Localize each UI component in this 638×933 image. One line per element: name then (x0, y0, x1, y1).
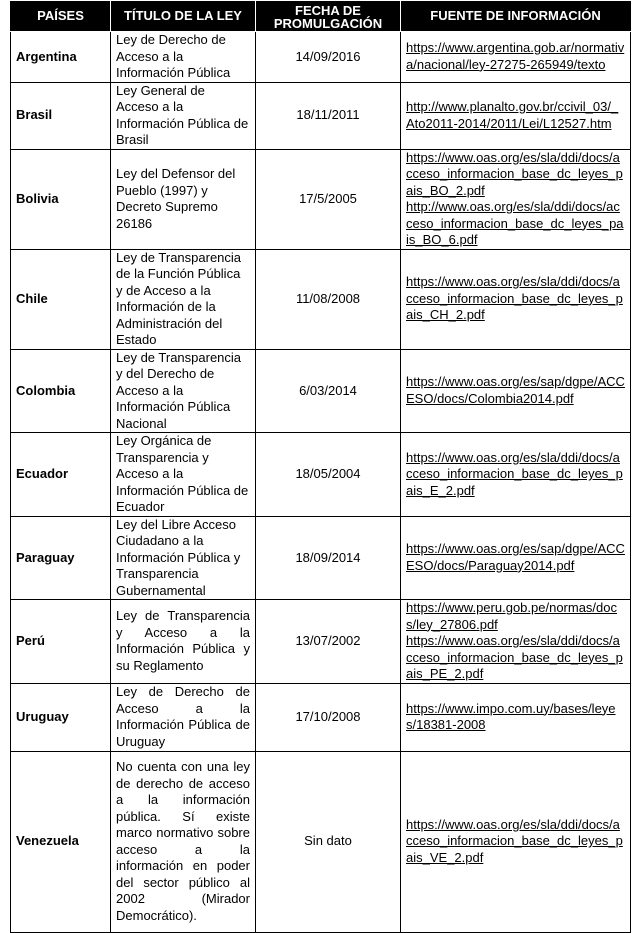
law-title-cell: Ley de Transparencia y del Derecho de Acceso a la Información Pública Nacional (111, 349, 256, 433)
country-cell: Bolivia (11, 149, 111, 249)
country-cell: Uruguay (11, 683, 111, 751)
date-cell: Sin dato (256, 751, 401, 932)
source-link[interactable]: https://www.argentina.gob.ar/normativa/nacional/ley-27275-265949/texto (406, 40, 625, 72)
source-link[interactable]: https://www.oas.org/es/sla/ddi/docs/acceso_informacion_base_dc_leyes_pais_BO_2.pdf (406, 149, 623, 198)
source-cell (401, 249, 631, 349)
country-cell: Argentina (11, 32, 111, 83)
source-link[interactable]: https://www.oas.org/es/sap/dgpe/ACCESO/docs/Paraguay2014.pdf (406, 541, 625, 573)
source-link[interactable]: https://www.oas.org/es/sap/dgpe/ACCESO/docs/Colombia2014.pdf (406, 374, 625, 406)
col-header-fecha-line1: FECHA DE (295, 2, 361, 18)
country-cell: Perú (11, 600, 111, 684)
table-row (11, 349, 631, 433)
source-link[interactable]: https://www.oas.org/es/sla/ddi/docs/acceso_informacion_base_dc_leyes_pais_CH_2.pdf (406, 274, 623, 323)
col-header-titulo: TÍTULO DE LA LEY (111, 2, 256, 32)
country-cell: Chile (11, 249, 111, 349)
law-title-cell: No cuenta con una ley de derecho de acceso a la información pública. Sí existe marco normativo sobre acceso a la información en poder del sector público al 2002 (Mirador Democrático). (111, 751, 256, 932)
source-link[interactable]: https://www.oas.org/es/sla/ddi/docs/acceso_informacion_base_dc_leyes_pais_VE_2.pdf (406, 816, 623, 865)
source-cell (401, 149, 631, 249)
country-cell: Paraguay (11, 516, 111, 600)
date-cell: 17/10/2008 (256, 683, 401, 751)
law-title-cell: Ley General de Acceso a la Información Pública de Brasil (111, 82, 256, 149)
date-cell: 18/11/2011 (256, 82, 401, 149)
law-title-cell: Ley de Derecho de Acceso a la Información Pública (111, 32, 256, 83)
source-cell (401, 600, 631, 684)
col-header-paises: PAÍSES (11, 2, 111, 32)
source-link[interactable]: https://www.oas.org/es/sla/ddi/docs/acceso_informacion_base_dc_leyes_pais_PE_2.pdf (406, 633, 623, 681)
source-cell (401, 349, 631, 433)
source-cell (401, 751, 631, 932)
col-header-fuente: FUENTE DE INFORMACIÓN (401, 2, 631, 32)
law-title-cell: Ley del Defensor del Pueblo (1997) y Decreto Supremo 26186 (111, 149, 256, 249)
laws-table (10, 1, 631, 933)
date-cell: 18/05/2004 (256, 433, 401, 517)
table-row (11, 516, 631, 600)
source-cell (401, 32, 631, 83)
law-title-cell: Ley Orgánica de Transparencia y Acceso a la Información Pública de Ecuador (111, 433, 256, 517)
table-row (11, 600, 631, 684)
country-cell: Colombia (11, 349, 111, 433)
source-link[interactable]: https://www.oas.org/es/sla/ddi/docs/acceso_informacion_base_dc_leyes_pais_E_2.pdf (406, 449, 623, 498)
source-link[interactable]: http://www.planalto.gov.br/ccivil_03/_Ato2011-2014/2011/Lei/L12527.htm (406, 99, 619, 131)
table-row (11, 683, 631, 751)
country-cell: Ecuador (11, 433, 111, 517)
table-row (11, 149, 631, 249)
table-row (11, 433, 631, 517)
date-cell: 18/09/2014 (256, 516, 401, 600)
table-row (11, 249, 631, 349)
source-cell (401, 82, 631, 149)
header-row (11, 2, 631, 32)
source-link[interactable]: https://www.peru.gob.pe/normas/docs/ley_27806.pdf (406, 600, 618, 632)
table-row (11, 82, 631, 149)
law-title-cell: Ley de Transparencia y Acceso a la Información Pública y su Reglamento (111, 600, 256, 684)
date-cell: 13/07/2002 (256, 600, 401, 684)
date-cell: 11/08/2008 (256, 249, 401, 349)
col-header-fecha-line2: PROMULGACIÓN (273, 15, 383, 31)
source-cell (401, 516, 631, 600)
source-link[interactable]: http://www.oas.org/es/sla/ddi/docs/acceso_informacion_base_dc_leyes_pais_BO_6.pdf (406, 199, 624, 247)
law-title-cell: Ley de Transparencia de la Función Pública y de Acceso a la Información de la Administración del Estado (111, 249, 256, 349)
source-link[interactable]: https://www.impo.com.uy/bases/leyes/18381-2008 (406, 700, 616, 732)
law-title-cell: Ley del Libre Acceso Ciudadano a la Información Pública y Transparencia Gubernamental (111, 516, 256, 600)
table-row (11, 32, 631, 83)
date-cell: 14/09/2016 (256, 32, 401, 83)
country-cell: Brasil (11, 82, 111, 149)
table-row (11, 751, 631, 932)
date-cell: 17/5/2005 (256, 149, 401, 249)
col-header-fecha (256, 2, 401, 32)
law-title-cell: Ley de Derecho de Acceso a la Información Pública de Uruguay (111, 683, 256, 751)
country-cell: Venezuela (11, 751, 111, 932)
source-cell (401, 683, 631, 751)
source-cell (401, 433, 631, 517)
date-cell: 6/03/2014 (256, 349, 401, 433)
